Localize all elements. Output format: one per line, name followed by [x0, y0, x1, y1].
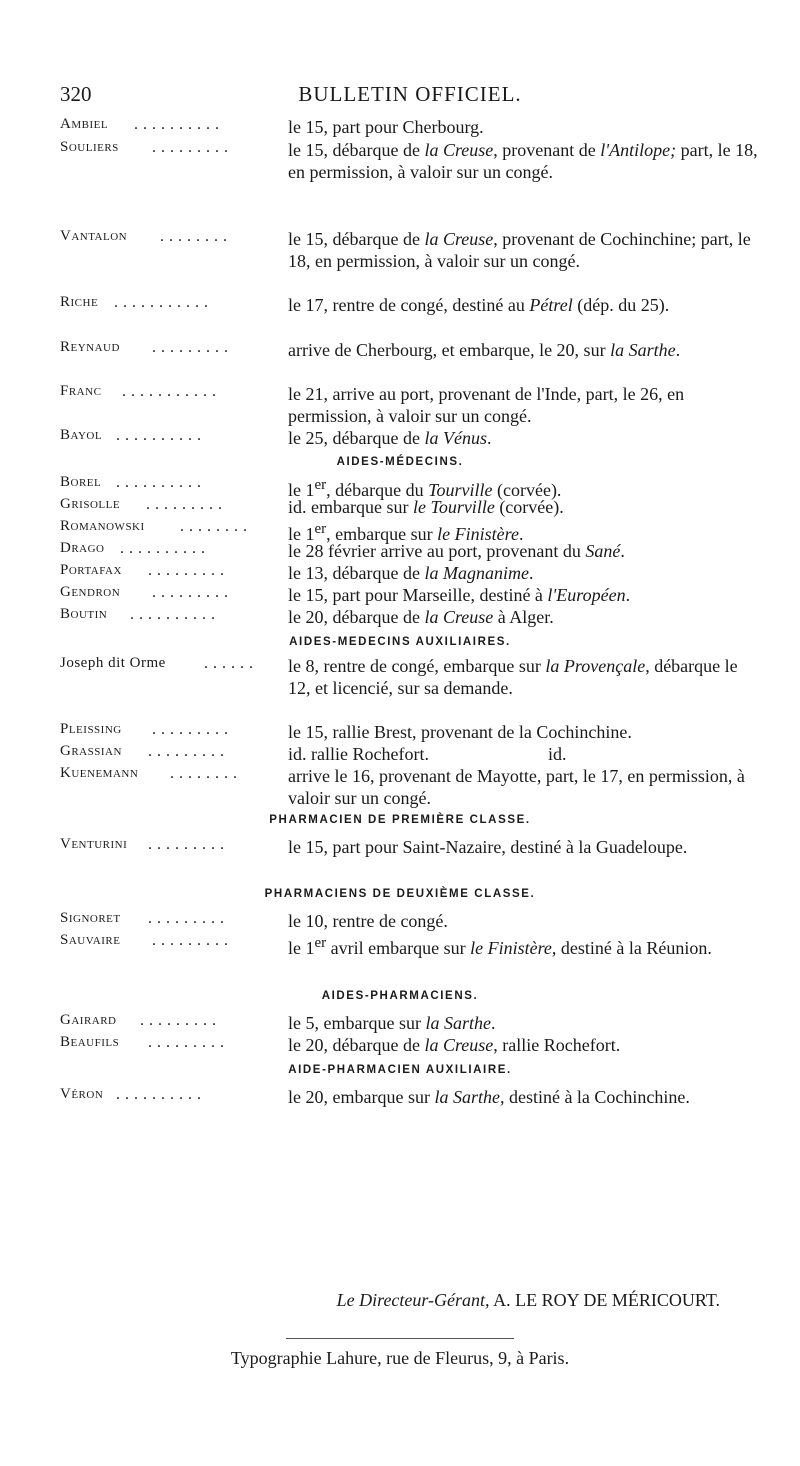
entry-name: Grassian — [60, 743, 122, 759]
leader-dots: ...... — [204, 655, 258, 672]
entry-name: Kuenemann — [60, 765, 139, 781]
leader-dots: ........... — [122, 383, 221, 400]
page-number: 320 — [60, 82, 92, 106]
entry-description: arrive le 16, provenant de Mayotte, part, le 17, en permission, à valoir sur un congé. — [288, 766, 745, 808]
entry-name: Pleissing — [60, 721, 122, 737]
entry-description: arrive de Cherbourg, et embarque, le 20, sur la Sarthe. — [288, 340, 681, 360]
entry-name: Venturini — [60, 836, 128, 852]
entry-description: le 20, débarque de la Creuse, rallie Rochefort. — [288, 1035, 621, 1055]
leader-dots: ......... — [148, 743, 229, 760]
section-heading: AIDES-PHARMACIENS. — [321, 990, 479, 1002]
leader-dots: ......... — [152, 139, 233, 156]
entry-name: Boutin — [60, 606, 108, 622]
leader-dots: .......... — [120, 540, 210, 557]
leader-dots: ........... — [114, 294, 213, 311]
leader-dots: ......... — [148, 562, 229, 579]
entry-name: Sauvaire — [60, 932, 121, 948]
entry-description: le 1er, débarque du Tourville (corvée). — [288, 477, 562, 500]
entry-name: Beaufils — [60, 1034, 120, 1050]
leader-dots: ......... — [152, 721, 233, 738]
entry-name: Ambiel — [60, 116, 109, 132]
signature — [300, 1290, 720, 1311]
entry-name: Portafax — [60, 562, 122, 578]
leader-dots: ......... — [152, 584, 233, 601]
entry-description: id. embarque sur le Tourville (corvée). — [288, 497, 564, 517]
entry-description: le 15, part pour Cherbourg. — [288, 117, 484, 137]
leader-dots: ........ — [180, 518, 252, 535]
entry-description: le 10, rentre de congé. — [288, 911, 448, 931]
entry-name: Bayol — [60, 427, 103, 443]
leader-dots: ........ — [160, 228, 232, 245]
entry-description: le 28 février arrive au port, provenant du Sané. — [288, 541, 625, 561]
entry-description: le 5, embarque sur la Sarthe. — [288, 1013, 496, 1033]
entry-description: le 1er avril embarque sur le Finistère, destiné à la Réunion. — [288, 935, 712, 958]
section-heading: AIDE-PHARMACIEN AUXILIAIRE. — [288, 1064, 512, 1076]
leader-dots: ......... — [152, 932, 233, 949]
signature-role: Le Directeur-Gérant, — [336, 1290, 490, 1310]
entry-name: Signoret — [60, 910, 121, 926]
leader-dots: .......... — [130, 606, 220, 623]
leader-dots: .......... — [116, 427, 206, 444]
entry-description: le 21, arrive au port, provenant de l'Inde, part, le 26, en permission, à valoir sur un congé. — [288, 384, 685, 426]
leader-dots: ......... — [148, 1034, 229, 1051]
entry-description: id. rallie Rochefort. id. — [288, 744, 567, 764]
leader-dots: .......... — [134, 116, 224, 133]
entry-name: Gairard — [60, 1012, 117, 1028]
entry-name: Reynaud — [60, 339, 120, 355]
entry-name: Vantalon — [60, 228, 128, 244]
entry-name: Souliers — [60, 139, 119, 155]
entry-name: Borel — [60, 474, 102, 490]
entry-description: le 20, débarque de la Creuse à Alger. — [288, 607, 554, 627]
leader-dots: ........ — [170, 765, 242, 782]
entry-name: Joseph dit Orme — [60, 655, 166, 671]
entry-description: le 15, rallie Brest, provenant de la Cochinchine. — [288, 722, 632, 742]
entry-description: le 17, rentre de congé, destiné au Pétrel (dép. du 25). — [288, 295, 670, 315]
leader-dots: ......... — [140, 1012, 221, 1029]
entry-description: le 13, débarque de la Magnanime. — [288, 563, 534, 583]
signature-name: A. LE ROY DE MÉRICOURT. — [493, 1290, 720, 1310]
entry-description: le 20, embarque sur la Sarthe, destiné à la Cochinchine. — [288, 1087, 690, 1107]
running-head — [60, 82, 760, 112]
leader-dots: ......... — [152, 339, 233, 356]
section-heading: PHARMACIENS DE DEUXIÈME CLASSE. — [264, 888, 536, 900]
entry-name: Grisolle — [60, 496, 121, 512]
leader-dots: ......... — [148, 836, 229, 853]
divider — [286, 1338, 514, 1339]
entry-name: Véron — [60, 1086, 104, 1102]
running-title: BULLETIN OFFICIEL. — [298, 82, 522, 106]
entry-description: le 1er, embarque sur le Finistère. — [288, 521, 524, 544]
section-heading: PHARMACIEN DE PREMIÈRE CLASSE. — [269, 814, 531, 826]
entry-description: le 15, part pour Marseille, destiné à l'Européen. — [288, 585, 631, 605]
entry-name: Riche — [60, 294, 99, 310]
entry-name: Franc — [60, 383, 102, 399]
leader-dots: ......... — [146, 496, 227, 513]
entry-name: Drago — [60, 540, 105, 556]
entry-description: le 15, part pour Saint-Nazaire, destiné à la Guadeloupe. — [288, 837, 688, 857]
entry-description: le 15, débarque de la Creuse, provenant de Cochinchine; part, le 18, en permission, à valoir sur un congé. — [288, 229, 751, 271]
entry-description: le 8, rentre de congé, embarque sur la Provençale, débarque le 12, et licencié, sur sa demande. — [288, 656, 738, 698]
entry-description: le 15, débarque de la Creuse, provenant de l'Antilope; part, le 18, en permission, à valoir sur un congé. — [288, 140, 758, 182]
section-heading: AIDES-MEDECINS AUXILIAIRES. — [289, 636, 511, 648]
printer-imprint: Typographie Lahure, rue de Fleurus, 9, à Paris. — [230, 1348, 570, 1368]
leader-dots: ......... — [148, 910, 229, 927]
entry-name: Romanowski — [60, 518, 145, 534]
leader-dots: .......... — [116, 474, 206, 491]
section-heading: AIDES-MÉDECINS. — [336, 456, 464, 468]
entry-name: Gendron — [60, 584, 121, 600]
entry-description: le 25, débarque de la Vénus. — [288, 428, 492, 448]
leader-dots: .......... — [116, 1086, 206, 1103]
